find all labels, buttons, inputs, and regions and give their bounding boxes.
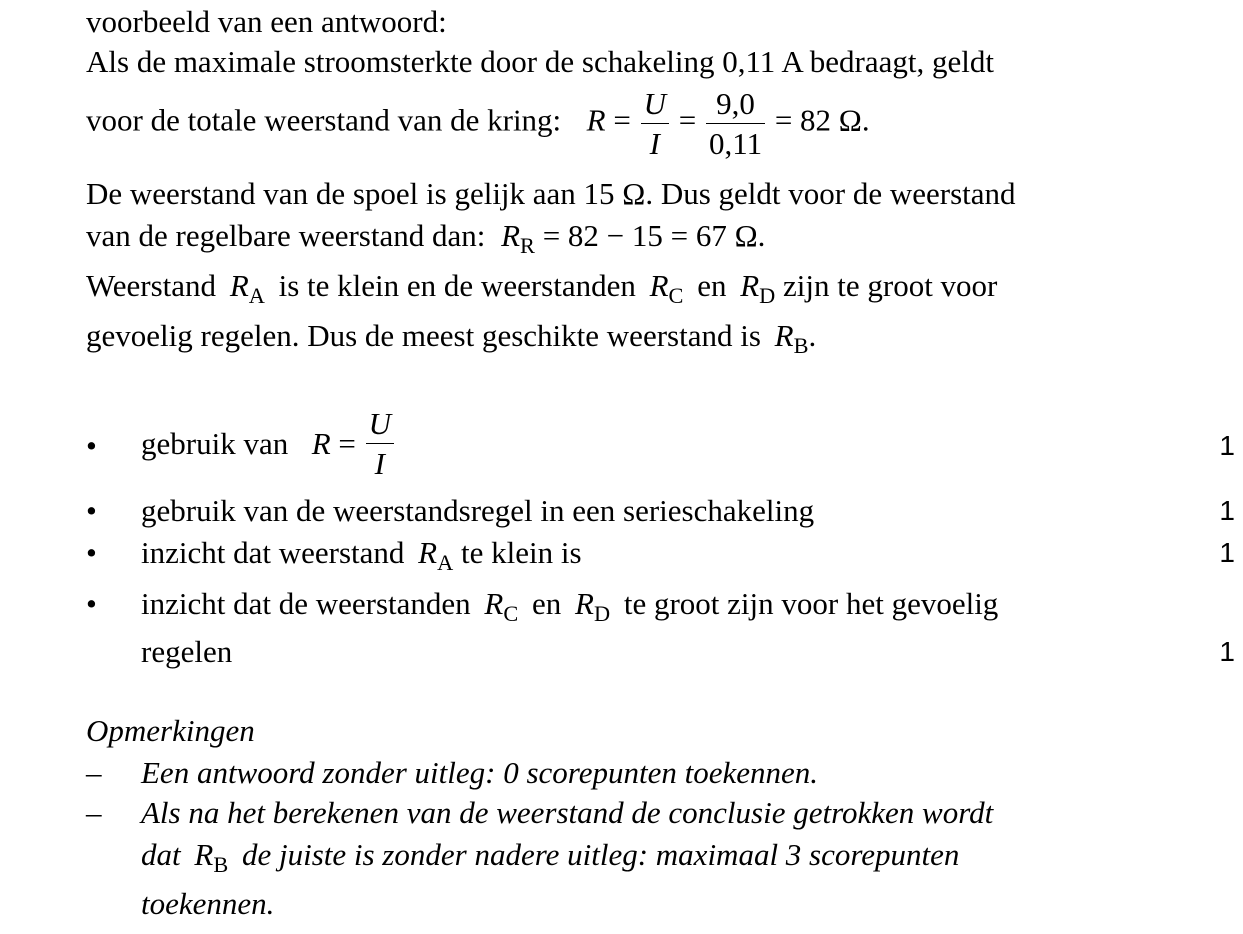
criterion-4-score: 1 xyxy=(1219,636,1235,667)
line5-var-a: R xyxy=(229,268,249,303)
eq1-fraction-symbolic xyxy=(641,88,669,159)
line5-sub-c: C xyxy=(668,283,684,309)
line5-sub-a: A xyxy=(248,283,265,309)
criterion-4-text-line-2: regelen xyxy=(141,634,233,669)
criterion-3-var: R xyxy=(418,535,438,570)
criterion-1-fraction xyxy=(366,408,394,479)
eq1-equals-1: = xyxy=(613,102,631,138)
criterion-4-var-d: R xyxy=(575,586,594,621)
criterion-4-suffix: te groot zijn voor het gevoelig xyxy=(623,586,999,621)
eq1-denominator-value: 0,11 xyxy=(708,126,763,161)
criterion-4-mid: en xyxy=(532,586,562,621)
line5-var-d: R xyxy=(740,268,760,303)
remark-2-line-2-text-2: de juiste is zonder nadere uitleg: maximaal 3 scorepunten xyxy=(241,837,960,872)
criterion-1-denominator: I xyxy=(374,446,385,481)
criterion-4-var-c: R xyxy=(484,586,504,621)
criterion-1-text xyxy=(141,408,396,479)
answer-heading: voorbeeld van een antwoord: xyxy=(86,4,447,39)
line5-text-1: Weerstand xyxy=(86,268,217,303)
line5-text-3: en xyxy=(697,268,727,303)
eq2-var: R xyxy=(501,218,521,253)
criterion-3-text xyxy=(141,537,582,574)
criterion-3-suffix: te klein is xyxy=(460,535,582,570)
criterion-4-prefix: inzicht dat de weerstanden xyxy=(141,586,471,621)
line5-var-c: R xyxy=(649,268,669,303)
line6-period: . xyxy=(808,318,817,353)
remark-2-dash: – xyxy=(86,795,102,830)
remark-2-var: R xyxy=(194,837,214,872)
remark-1-text: Een antwoord zonder uitleg: 0 scorepunten toekennen. xyxy=(141,755,818,790)
answer-line-1: Als de maximale stroomsterkte door de schakeling 0,11 A bedraagt, geldt xyxy=(86,44,994,79)
answer-line-2-prefix: voor de totale weerstand van de kring: xyxy=(86,102,562,138)
criterion-3-prefix: inzicht dat weerstand xyxy=(141,535,405,570)
answer-line-3: De weerstand van de spoel is gelijk aan 15 Ω. Dus geldt voor de weerstand xyxy=(86,176,1016,211)
eq1-numerator-value: 9,0 xyxy=(706,88,765,124)
remark-2-line-1: Als na het berekenen van de weerstand de conclusie getrokken wordt xyxy=(141,795,994,830)
remark-2-line-2 xyxy=(141,839,959,876)
criterion-1-equals: = xyxy=(338,426,356,461)
eq1-fraction-numeric xyxy=(706,88,765,159)
eq2-rest: = 82 − 15 = 67 Ω. xyxy=(534,218,766,253)
remark-2-sub: B xyxy=(213,852,229,878)
criterion-1-bullet: • xyxy=(86,428,97,463)
line6-sub: B xyxy=(793,333,809,359)
eq1-equals-2: = xyxy=(678,102,697,138)
criterion-4-sub-c: C xyxy=(503,601,519,627)
eq1-denominator: I xyxy=(649,126,660,161)
remark-1-dash: – xyxy=(86,755,102,790)
criterion-3-score: 1 xyxy=(1219,537,1235,568)
criterion-4-sub-d: D xyxy=(593,601,611,627)
criterion-3-bullet: • xyxy=(86,535,97,570)
answer-line-6 xyxy=(86,320,816,357)
line5-sub-d: D xyxy=(759,283,776,309)
line5-text-2: is te klein en de weerstanden xyxy=(278,268,636,303)
answer-line-4-prefix: van de regelbare weerstand dan: xyxy=(86,218,486,253)
criterion-4-text-line-1 xyxy=(141,588,998,625)
criterion-1-score: 1 xyxy=(1219,430,1235,461)
remark-2-line-2-text-1: dat xyxy=(141,837,181,872)
line6-text-1: gevoelig regelen. Dus de meest geschikte weerstand is xyxy=(86,318,761,353)
eq1-result: = 82 Ω. xyxy=(774,102,870,138)
eq2-sub: R xyxy=(520,233,535,259)
criterion-2-bullet: • xyxy=(86,493,97,528)
answer-line-2 xyxy=(86,88,870,159)
criterion-1-lhs: R xyxy=(311,426,331,461)
answer-line-4 xyxy=(86,220,765,257)
criterion-4-bullet: • xyxy=(86,586,97,621)
criterion-1-numerator: U xyxy=(366,408,394,444)
answer-line-5 xyxy=(86,270,997,307)
criterion-3-sub: A xyxy=(437,550,454,576)
criterion-2-score: 1 xyxy=(1219,495,1235,526)
remark-2-line-3: toekennen. xyxy=(141,886,275,921)
criterion-2-text: gebruik van de weerstandsregel in een serieschakeling xyxy=(141,493,815,528)
criterion-1-prefix: gebruik van xyxy=(141,426,289,461)
line6-var: R xyxy=(774,318,794,353)
eq1-numerator: U xyxy=(641,88,669,124)
eq1-lhs: R xyxy=(586,102,606,138)
line5-text-4: zijn te groot voor xyxy=(783,268,998,303)
remarks-heading: Opmerkingen xyxy=(86,713,255,748)
